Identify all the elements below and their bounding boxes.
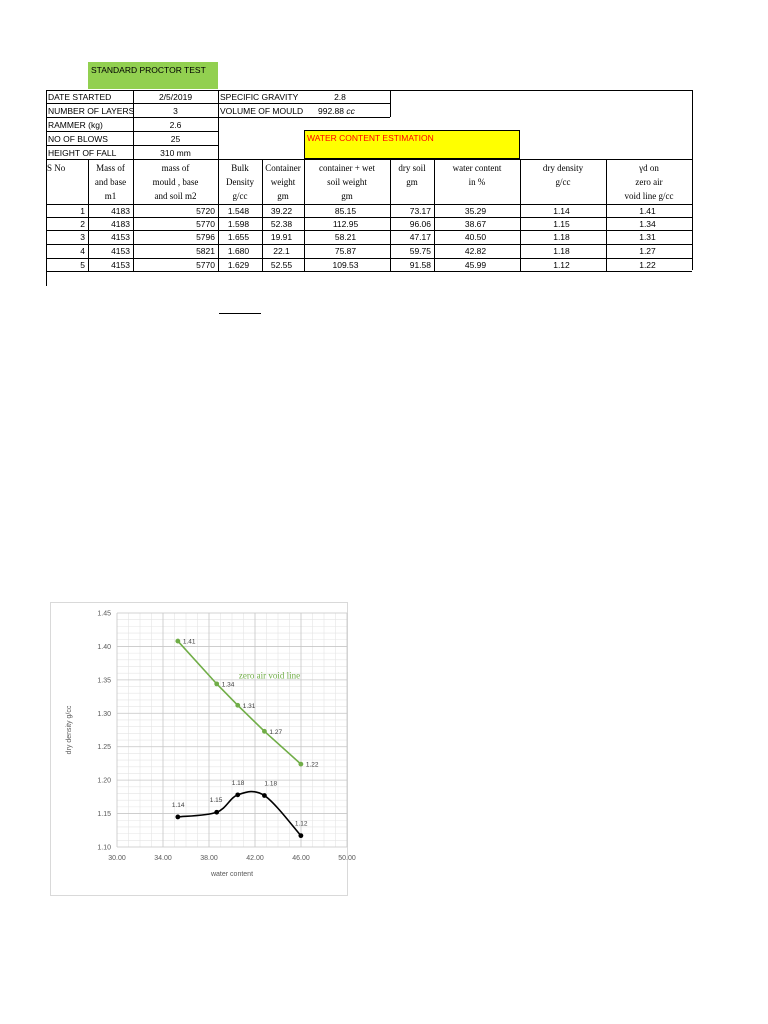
rammer-label: RAMMER (kg) xyxy=(48,120,103,130)
column-header: g/cc xyxy=(232,191,248,201)
dry-density-point xyxy=(298,833,303,838)
column-header: dry density xyxy=(542,163,584,173)
y-tick-label: 1.15 xyxy=(97,811,111,819)
zero-air-void-point xyxy=(235,703,240,708)
x-axis-label: water content xyxy=(210,871,254,878)
table-cell: 96.06 xyxy=(409,219,431,229)
column-header: gm xyxy=(406,177,418,187)
blows-value: 25 xyxy=(170,134,181,144)
table-cell: 4 xyxy=(80,246,85,256)
table-cell: 5821 xyxy=(196,246,215,256)
zero-air-void-data-label: 1.22 xyxy=(305,761,319,769)
zero-air-void-data-label: 1.34 xyxy=(221,681,235,689)
table-cell: 4183 xyxy=(111,219,130,229)
zero-air-void-data-label: 1.41 xyxy=(182,638,196,646)
table-cell: 73.17 xyxy=(409,206,431,216)
table-cell: 19.91 xyxy=(270,232,293,242)
column-header: dry soil xyxy=(398,163,426,173)
dry-density-point xyxy=(175,815,180,820)
underline-mark xyxy=(219,313,261,314)
table-cell: 1.15 xyxy=(553,219,570,229)
table-cell: 109.53 xyxy=(332,260,359,270)
grid-line xyxy=(692,90,693,270)
table-cell: 1.655 xyxy=(227,232,250,242)
table-cell: 1.18 xyxy=(553,232,570,242)
x-tick-label: 38.00 xyxy=(200,855,218,862)
column-header: m1 xyxy=(104,191,117,201)
table-cell: 5796 xyxy=(196,232,215,242)
table-cell: 1.34 xyxy=(639,219,656,229)
table-cell: 1.14 xyxy=(553,206,570,216)
table-cell: 91.58 xyxy=(409,260,431,270)
table-cell: 39.22 xyxy=(270,206,293,216)
zero-air-void-point xyxy=(214,681,219,686)
zero-air-void-annotation: zero air void line xyxy=(238,670,301,681)
table-cell: 112.95 xyxy=(332,219,359,229)
table-cell: 1.629 xyxy=(227,260,250,270)
table-cell: 5770 xyxy=(196,260,215,270)
column-header: gm xyxy=(341,191,353,201)
table-cell: 5 xyxy=(80,260,85,270)
fall-label: HEIGHT OF FALL xyxy=(48,148,117,158)
y-tick-label: 1.10 xyxy=(97,844,111,852)
table-cell: 5770 xyxy=(196,219,215,229)
x-tick-label: 46.00 xyxy=(292,855,310,862)
column-header: and soil m2 xyxy=(154,191,197,201)
zero-air-void-point xyxy=(298,762,303,767)
volume-label: VOLUME OF MOULD xyxy=(220,106,304,116)
column-header: zero air xyxy=(635,177,663,187)
table-cell: 1.18 xyxy=(553,246,570,256)
grid-line xyxy=(46,131,218,132)
test-title: STANDARD PROCTOR TEST xyxy=(88,62,218,89)
y-tick-label: 1.25 xyxy=(97,744,111,752)
table-cell: 4153 xyxy=(111,260,130,270)
grid-line xyxy=(390,90,391,117)
table-cell: 4183 xyxy=(111,206,130,216)
table-cell: 42.82 xyxy=(464,246,487,256)
column-header: γd on xyxy=(639,163,659,173)
x-tick-label: 42.00 xyxy=(246,855,264,862)
table-cell: 1.41 xyxy=(639,206,656,216)
grid-line xyxy=(218,90,219,159)
table-cell: 1.12 xyxy=(553,260,570,270)
compaction-chart xyxy=(50,602,356,896)
x-tick-label: 34.00 xyxy=(154,855,172,862)
x-tick-label: 30.00 xyxy=(108,855,126,862)
table-cell: 5720 xyxy=(196,206,215,216)
table-cell: 52.38 xyxy=(270,219,293,229)
column-header: mould , base xyxy=(152,177,199,187)
table-cell: 59.75 xyxy=(409,246,431,256)
rammer-value: 2.6 xyxy=(169,120,182,130)
column-header: gm xyxy=(277,191,289,201)
y-tick-label: 1.40 xyxy=(97,643,111,651)
column-header: in % xyxy=(468,177,486,187)
grid-line xyxy=(46,145,218,146)
fall-value: 310 mm xyxy=(160,148,191,158)
y-axis-label: dry density g/cc xyxy=(66,705,73,755)
y-tick-label: 1.20 xyxy=(97,777,111,785)
column-header: soil weight xyxy=(327,177,367,187)
water-content-estimation-label: WATER CONTENT ESTIMATION xyxy=(304,130,520,159)
y-tick-label: 1.30 xyxy=(97,710,111,718)
table-cell: 40.50 xyxy=(464,232,487,242)
x-tick-label: 50.00 xyxy=(338,855,356,862)
chart-svg xyxy=(51,603,356,895)
column-header: Density xyxy=(226,177,254,187)
table-cell: 1.31 xyxy=(639,232,656,242)
table-cell: 1.680 xyxy=(227,246,250,256)
date-label: DATE STARTED xyxy=(48,92,112,102)
zero-air-void-data-label: 1.27 xyxy=(269,728,283,736)
column-header: Bulk xyxy=(231,163,249,173)
dry-density-data-label: 1.12 xyxy=(294,820,308,828)
blows-label: NO OF BLOWS xyxy=(48,134,108,144)
dry-density-data-label: 1.14 xyxy=(171,801,185,809)
zero-air-void-point xyxy=(262,729,267,734)
column-header: container + wet xyxy=(318,163,376,173)
y-tick-label: 1.45 xyxy=(97,610,111,618)
column-header: and base xyxy=(94,177,127,187)
column-header: void line g/cc xyxy=(624,191,674,201)
column-header: Mass of xyxy=(96,163,125,173)
grid-line xyxy=(46,159,692,160)
column-header: water content xyxy=(452,163,502,173)
zero-air-void-data-label: 1.31 xyxy=(242,702,256,710)
table-cell: 85.15 xyxy=(334,206,357,216)
dry-density-point xyxy=(262,793,267,798)
dry-density-point xyxy=(235,792,240,797)
column-header: S No xyxy=(47,163,66,173)
table-cell: 2 xyxy=(80,219,85,229)
table-cell: 58.21 xyxy=(334,232,357,242)
table-cell: 1.598 xyxy=(227,219,250,229)
table-cell: 38.67 xyxy=(464,219,487,229)
y-tick-label: 1.35 xyxy=(97,677,111,685)
grid-line xyxy=(46,271,692,272)
table-cell: 45.99 xyxy=(464,260,487,270)
dry-density-data-label: 1.15 xyxy=(209,797,223,805)
column-header: weight xyxy=(270,177,296,187)
table-cell: 1.27 xyxy=(639,246,656,256)
table-cell: 52.55 xyxy=(270,260,293,270)
column-header: g/cc xyxy=(555,177,571,187)
table-cell: 22.1 xyxy=(273,246,290,256)
table-cell: 1 xyxy=(80,206,85,216)
column-header: Container xyxy=(265,163,301,173)
dry-density-data-label: 1.18 xyxy=(231,779,245,787)
specific-gravity-value: 2.8 xyxy=(334,92,346,102)
volume-unit: cc xyxy=(346,106,355,116)
table-cell: 75.87 xyxy=(334,246,357,256)
date-value: 2/5/2019 xyxy=(158,92,193,102)
dry-density-data-label: 1.18 xyxy=(264,780,278,788)
layers-label: NUMBER OF LAYERS xyxy=(48,106,135,116)
layers-value: 3 xyxy=(173,106,178,116)
table-cell: 3 xyxy=(80,232,85,242)
dry-density-point xyxy=(214,810,219,815)
specific-gravity-label: SPECIFIC GRAVITY xyxy=(220,92,299,102)
volume-value: 992.88 cc xyxy=(318,106,355,116)
table-cell: 1.548 xyxy=(227,206,250,216)
table-cell: 4153 xyxy=(111,232,130,242)
column-header: mass of xyxy=(161,163,190,173)
table-cell: 1.22 xyxy=(639,260,656,270)
zero-air-void-point xyxy=(175,639,180,644)
table-cell: 35.29 xyxy=(464,206,487,216)
table-cell: 4153 xyxy=(111,246,130,256)
table-cell: 47.17 xyxy=(409,232,431,242)
